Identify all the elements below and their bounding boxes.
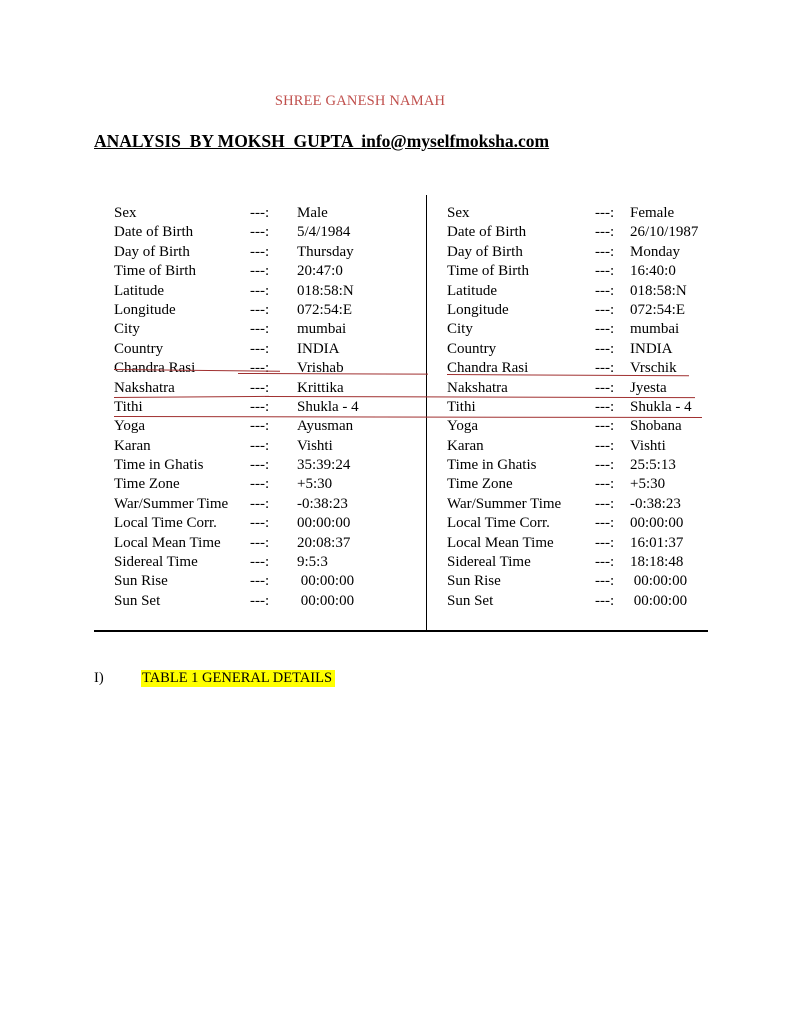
detail-separator: ---: <box>250 495 270 512</box>
detail-separator: ---: <box>595 437 615 454</box>
detail-separator: ---: <box>595 282 615 299</box>
detail-label: Local Mean Time <box>447 534 554 551</box>
detail-label: Sex <box>447 205 470 221</box>
detail-separator: ---: <box>250 534 270 551</box>
detail-separator: ---: <box>595 340 615 357</box>
detail-label: Local Time Corr. <box>114 515 217 532</box>
detail-label: Sidereal Time <box>114 554 198 571</box>
detail-label: War/Summer Time <box>114 495 229 512</box>
detail-label: Country <box>447 340 497 357</box>
section-title: TABLE 1 GENERAL DETAILS <box>141 670 335 687</box>
detail-separator: ---: <box>250 554 270 571</box>
detail-value: 00:00:00 <box>630 515 684 532</box>
detail-value: -0:38:23 <box>297 495 348 512</box>
detail-value: mumbai <box>297 321 347 338</box>
detail-value: 26/10/1987 <box>630 224 699 241</box>
detail-label: City <box>447 321 473 338</box>
detail-separator: ---: <box>250 398 270 415</box>
detail-label: Time in Ghatis <box>447 457 537 474</box>
column-divider <box>426 195 427 631</box>
detail-label: Nakshatra <box>447 379 508 396</box>
detail-separator: ---: <box>595 476 615 493</box>
detail-separator: ---: <box>250 573 270 590</box>
detail-label: Yoga <box>114 418 145 435</box>
detail-label: Date of Birth <box>447 224 527 241</box>
detail-separator: ---: <box>595 495 615 512</box>
detail-value: Shobana <box>630 418 682 435</box>
detail-separator: ---: <box>595 398 615 415</box>
detail-label: Sun Rise <box>447 573 501 590</box>
detail-separator: ---: <box>250 457 270 474</box>
detail-label: Tithi <box>447 398 476 415</box>
detail-value: 25:5:13 <box>630 457 676 474</box>
detail-separator: ---: <box>595 379 615 396</box>
detail-value: 18:18:48 <box>630 554 684 571</box>
detail-value: Male <box>297 205 328 221</box>
detail-label: War/Summer Time <box>447 495 562 512</box>
detail-label: Time Zone <box>114 476 180 493</box>
detail-label: Longitude <box>447 301 509 318</box>
detail-label: Sun Set <box>114 592 161 609</box>
detail-value: 00:00:00 <box>297 515 351 532</box>
detail-separator: ---: <box>250 224 270 241</box>
detail-value: Shukla - 4 <box>297 398 359 415</box>
detail-label: Tithi <box>114 398 143 415</box>
detail-separator: ---: <box>250 205 270 221</box>
detail-label: Latitude <box>447 282 497 299</box>
detail-value: +5:30 <box>630 476 666 493</box>
document-title: ANALYSIS BY MOKSH GUPTA info@myselfmoksha.com <box>94 131 550 151</box>
detail-value: Vishti <box>630 437 666 454</box>
annotation-line <box>114 396 269 398</box>
detail-separator: ---: <box>250 360 270 377</box>
detail-value: INDIA <box>297 340 340 357</box>
detail-label: Time of Birth <box>447 263 529 280</box>
annotation-line <box>114 416 702 418</box>
detail-value: 072:54:E <box>630 301 685 318</box>
detail-value: 16:01:37 <box>630 534 684 551</box>
detail-separator: ---: <box>250 418 270 435</box>
detail-label: Local Mean Time <box>114 534 221 551</box>
detail-value: 16:40:0 <box>630 263 676 280</box>
detail-separator: ---: <box>250 263 270 280</box>
detail-label: Time in Ghatis <box>114 457 204 474</box>
detail-label: Longitude <box>114 301 176 318</box>
detail-label: Local Time Corr. <box>447 515 550 532</box>
detail-label: Karan <box>447 437 484 454</box>
detail-value: 00:00:00 <box>630 592 688 609</box>
detail-label: Country <box>114 340 164 357</box>
detail-separator: ---: <box>250 282 270 299</box>
detail-value: Vishti <box>297 437 333 454</box>
detail-separator: ---: <box>250 301 270 318</box>
blessing-text: SHREE GANESH NAMAH <box>274 93 446 109</box>
detail-separator: ---: <box>250 340 270 357</box>
detail-label: Time Zone <box>447 476 513 493</box>
detail-separator: ---: <box>595 224 615 241</box>
detail-label: Day of Birth <box>447 243 523 260</box>
detail-value: Ayusman <box>297 418 354 435</box>
detail-separator: ---: <box>250 515 270 532</box>
detail-value: Female <box>630 205 675 221</box>
detail-label: Karan <box>114 437 151 454</box>
detail-separator: ---: <box>595 573 615 590</box>
detail-value: 018:58:N <box>630 282 687 299</box>
detail-separator: ---: <box>595 301 615 318</box>
section-number: I) <box>94 670 104 686</box>
detail-label: Sex <box>114 205 137 221</box>
detail-value: +5:30 <box>297 476 333 493</box>
detail-separator: ---: <box>250 243 270 260</box>
detail-value: 35:39:24 <box>297 457 351 474</box>
detail-value: 00:00:00 <box>297 592 355 609</box>
detail-value: mumbai <box>630 321 680 338</box>
detail-separator: ---: <box>595 321 615 338</box>
detail-value: 20:08:37 <box>297 534 351 551</box>
detail-label: Chandra Rasi <box>114 360 196 377</box>
detail-value: 5/4/1984 <box>297 224 351 241</box>
detail-value: 20:47:0 <box>297 263 343 280</box>
detail-separator: ---: <box>250 437 270 454</box>
detail-separator: ---: <box>250 379 270 396</box>
detail-label: Sun Rise <box>114 573 168 590</box>
detail-value: Krittika <box>297 379 344 396</box>
detail-label: Nakshatra <box>114 379 175 396</box>
detail-separator: ---: <box>595 263 615 280</box>
detail-separator: ---: <box>250 476 270 493</box>
detail-separator: ---: <box>250 321 270 338</box>
detail-separator: ---: <box>250 592 270 609</box>
detail-value: Vrschik <box>630 360 677 377</box>
detail-separator: ---: <box>595 554 615 571</box>
detail-separator: ---: <box>595 205 615 221</box>
detail-separator: ---: <box>595 360 615 377</box>
detail-value: Monday <box>630 243 680 260</box>
detail-value: 072:54:E <box>297 301 352 318</box>
detail-label: Day of Birth <box>114 243 190 260</box>
detail-separator: ---: <box>595 243 615 260</box>
detail-value: 00:00:00 <box>630 573 688 590</box>
detail-label: Date of Birth <box>114 224 194 241</box>
detail-value: INDIA <box>630 340 673 357</box>
detail-separator: ---: <box>595 515 615 532</box>
detail-separator: ---: <box>595 418 615 435</box>
detail-separator: ---: <box>595 534 615 551</box>
detail-label: Sun Set <box>447 592 494 609</box>
detail-value: Shukla - 4 <box>630 398 692 415</box>
detail-value: Thursday <box>297 243 354 260</box>
detail-value: Jyesta <box>630 379 667 396</box>
detail-value: 9:5:3 <box>297 554 328 571</box>
detail-label: Time of Birth <box>114 263 196 280</box>
detail-separator: ---: <box>595 592 615 609</box>
detail-value: Vrishab <box>297 360 344 377</box>
detail-label: Latitude <box>114 282 164 299</box>
detail-label: Sidereal Time <box>447 554 531 571</box>
detail-value: 018:58:N <box>297 282 354 299</box>
detail-value: -0:38:23 <box>630 495 681 512</box>
detail-label: Chandra Rasi <box>447 360 529 377</box>
detail-value: 00:00:00 <box>297 573 355 590</box>
table-bottom-rule <box>94 630 708 632</box>
detail-label: City <box>114 321 140 338</box>
detail-label: Yoga <box>447 418 478 435</box>
detail-separator: ---: <box>595 457 615 474</box>
